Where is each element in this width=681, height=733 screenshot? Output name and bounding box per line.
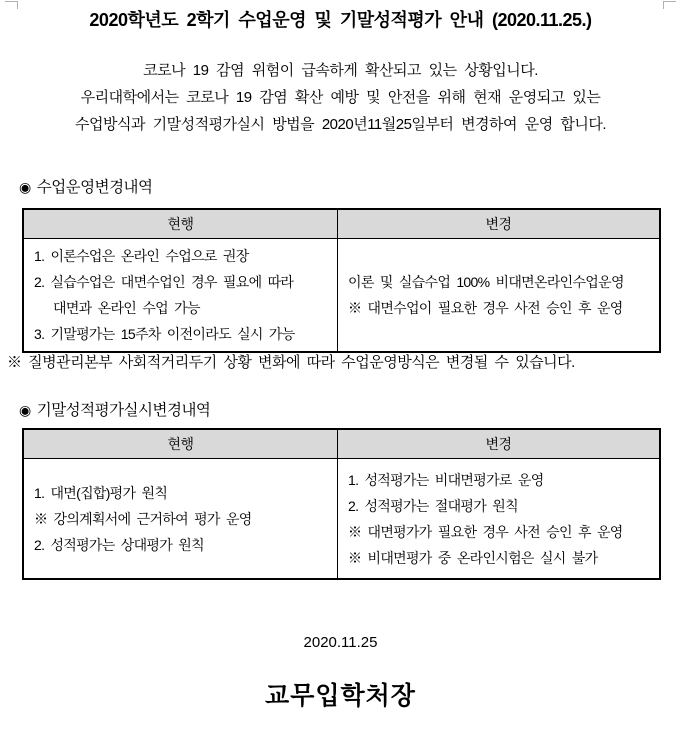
table-cell-current	[23, 239, 338, 353]
cell-line: 2. 성적평가는 절대평가 원칙	[348, 497, 518, 514]
table-cell-changed	[338, 459, 661, 580]
table-cell-changed	[338, 239, 661, 353]
cell-line: 이론 및 실습수업 100% 비대면온라인수업운영	[348, 274, 624, 290]
cell-line: 2. 성적평가는 상대평가 원칙	[34, 536, 204, 553]
intro-line: 우리대학에서는 코로나 19 감염 확산 예방 및 안전을 위해 현재 운영되고 있는	[80, 89, 601, 106]
cell-line: ※ 강의계획서에 근거하여 평가 운영	[34, 510, 252, 527]
cell-line: 1. 성적평가는 비대면평가로 운영	[348, 471, 544, 488]
signature-title: 교무입학처장	[265, 682, 416, 710]
table-header-changed: 변경	[338, 429, 661, 459]
table-cell-current	[23, 459, 338, 580]
issue-date: 2020.11.25	[303, 634, 378, 651]
section-heading-class-operation	[19, 175, 153, 197]
table-row	[23, 239, 660, 353]
cell-line: 1. 이론수업은 온라인 수업으로 권장	[34, 248, 249, 264]
cell-line: 2. 실습수업은 대면수업인 경우 필요에 따라	[34, 274, 294, 290]
cell-line: 1. 대면(집합)평가 원칙	[34, 484, 168, 501]
table-header-current: 현행	[23, 209, 338, 239]
cell-line: 대면과 온라인 수업 가능	[53, 300, 200, 316]
table-header-current: 현행	[23, 429, 338, 459]
section-bullet-icon: ◉	[19, 402, 31, 418]
intro-line: 수업방식과 기말성적평가실시 방법을 2020년11월25일부터 변경하여 운영 합니다.	[74, 116, 606, 133]
table-row	[23, 459, 660, 580]
disclaimer-note: ※ 질병관리본부 사회적거리두기 상황 변화에 따라 수업운영방식은 변경될 수 있습니다.	[7, 354, 575, 371]
section-title: 수업운영변경내역	[36, 179, 153, 196]
final-grade-change-table	[22, 428, 661, 580]
cell-line: ※ 비대면평가 중 온라인시험은 실시 불가	[348, 549, 598, 566]
section-title: 기말성적평가실시변경내역	[36, 402, 211, 419]
cell-line: ※ 대면수업이 필요한 경우 사전 승인 후 운영	[348, 300, 623, 316]
intro-paragraph	[0, 57, 681, 138]
intro-line: 코로나 19 감염 위험이 급속하게 확산되고 있는 상황입니다.	[143, 62, 538, 79]
table-header-changed: 변경	[338, 209, 661, 239]
table-header-row	[23, 209, 660, 239]
table-header-row	[23, 429, 660, 459]
document-title: 2020학년도 2학기 수업운영 및 기말성적평가 안내 (2020.11.25.)	[89, 10, 592, 30]
cell-line: 3. 기말평가는 15주차 이전이라도 실시 가능	[34, 326, 295, 342]
cell-line: ※ 대면평가가 필요한 경우 사전 승인 후 운영	[348, 523, 623, 540]
section-bullet-icon: ◉	[19, 179, 31, 195]
section-heading-final-grade	[19, 398, 210, 420]
class-operation-change-table	[22, 208, 661, 353]
